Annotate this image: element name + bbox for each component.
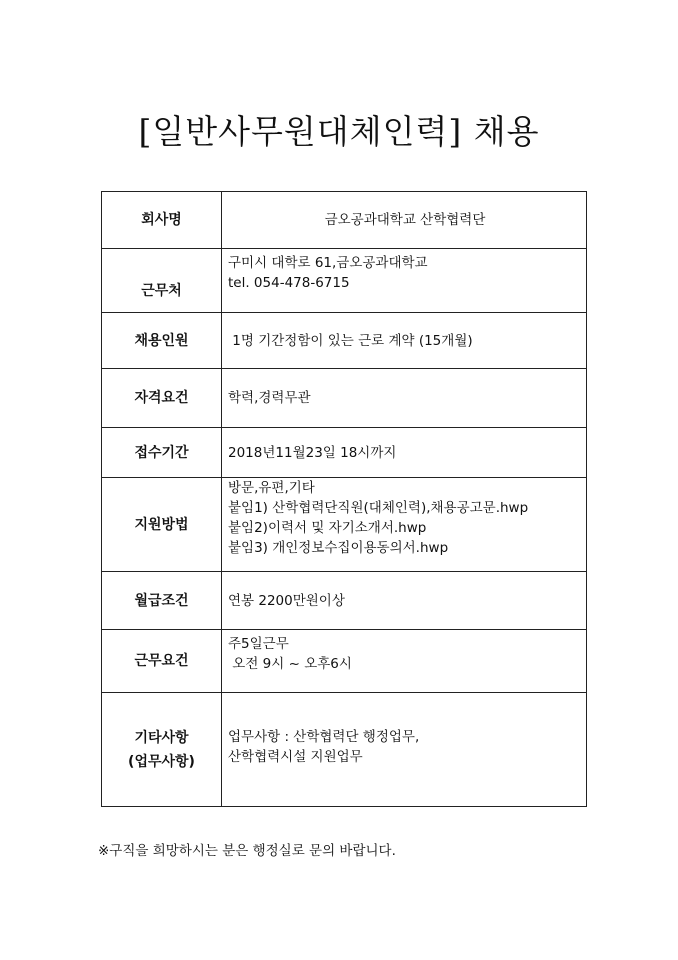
label-salary bbox=[102, 572, 222, 630]
row-company bbox=[102, 192, 587, 249]
row-other-details bbox=[102, 693, 587, 807]
page-title: [일반사무원대체인력] 채용 bbox=[138, 112, 540, 151]
row-application-method bbox=[102, 478, 587, 572]
value-company bbox=[222, 192, 587, 249]
label-text: 자격요건 bbox=[134, 390, 189, 406]
value-work-conditions bbox=[222, 630, 587, 693]
value-text: 주5일근무 bbox=[228, 636, 289, 652]
attachment-2: 붙임2)이력서 및 자기소개서.hwp bbox=[228, 520, 427, 536]
attachment-1: 붙임1) 산학협력단직원(대체인력),채용공고문.hwp bbox=[228, 500, 529, 516]
label-application-method bbox=[102, 478, 222, 572]
label-application-period bbox=[102, 428, 222, 478]
row-headcount bbox=[102, 313, 587, 369]
label-work-conditions bbox=[102, 630, 222, 693]
value-text: 2018년11월23일 18시까지 bbox=[228, 444, 397, 461]
label-text: 월급조건 bbox=[134, 592, 189, 609]
attachment-3: 붙임3) 개인정보수집이용동의서.hwp bbox=[228, 540, 449, 556]
value-text: 구미시 대학로 61,금오공과대학교 bbox=[228, 255, 428, 271]
row-application-period bbox=[102, 428, 587, 478]
value-other-details bbox=[222, 693, 587, 807]
label-text: 회사명 bbox=[141, 212, 182, 228]
value-salary bbox=[222, 572, 587, 630]
value-application-period bbox=[222, 428, 587, 478]
value-text: 1명 기간정함이 있는 근로 계약 (15개월) bbox=[228, 332, 473, 349]
label-workplace bbox=[102, 249, 222, 313]
label-text: 채용인원 bbox=[134, 332, 189, 349]
value-text: 학력,경력무관 bbox=[228, 390, 311, 406]
value-text: 연봉 2200만원이상 bbox=[228, 592, 345, 609]
label-company bbox=[102, 192, 222, 249]
row-salary bbox=[102, 572, 587, 630]
value-qualification bbox=[222, 369, 587, 428]
label-text: 근무처 bbox=[141, 282, 182, 299]
label-text: 근무요건 bbox=[134, 653, 189, 669]
label-text: (업무사항) bbox=[128, 753, 195, 770]
row-workplace bbox=[102, 249, 587, 313]
value-text: tel. 054-478-6715 bbox=[228, 275, 350, 291]
value-text: 산학협력시설 지원업무 bbox=[228, 749, 363, 765]
label-text: 지원방법 bbox=[134, 516, 189, 533]
label-qualification bbox=[102, 369, 222, 428]
footer-note: ※구직을 희망하시는 분은 행정실로 문의 바랍니다. bbox=[98, 843, 396, 859]
label-text: 접수기간 bbox=[134, 444, 189, 461]
value-headcount bbox=[222, 313, 587, 369]
value-text: 오전 9시 ~ 오후6시 bbox=[228, 656, 352, 672]
label-headcount bbox=[102, 313, 222, 369]
value-text: 업무사항 : 산학협력단 행정업무, bbox=[228, 729, 420, 745]
row-qualification bbox=[102, 369, 587, 428]
label-other-details bbox=[102, 693, 222, 807]
row-work-conditions bbox=[102, 630, 587, 693]
value-text: 방문,유편,기타 bbox=[228, 480, 315, 496]
label-text: 기타사항 bbox=[134, 729, 189, 746]
value-application-method bbox=[222, 478, 587, 572]
value-workplace bbox=[222, 249, 587, 313]
job-info-table bbox=[101, 191, 587, 807]
value-text: 금오공과대학교 산학협력단 bbox=[324, 212, 486, 228]
